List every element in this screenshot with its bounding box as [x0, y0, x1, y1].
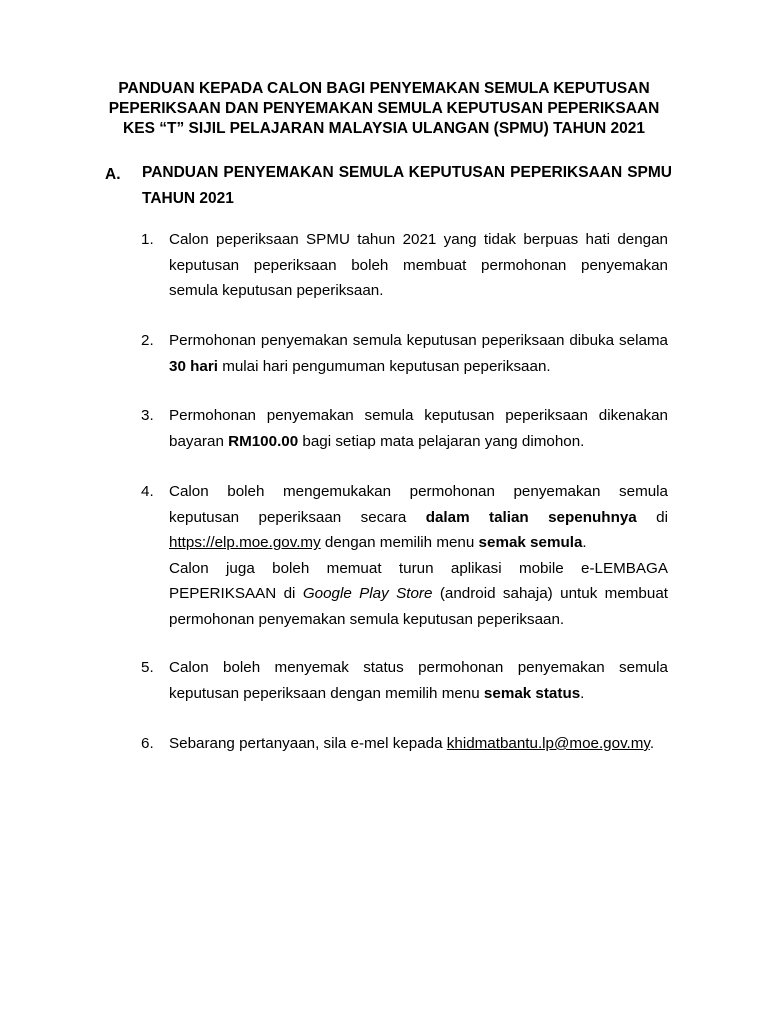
section-heading — [142, 160, 672, 211]
item-line — [169, 731, 668, 757]
title-line-1: PANDUAN KEPADA CALON BAGI PENYEMAKAN SEMULA KEPUTUSAN — [118, 80, 650, 97]
item-text: bagi setiap mata pelajaran yang dimohon. — [298, 432, 585, 450]
title-line-2: PEPERIKSAAN DAN PENYEMAKAN SEMULA KEPUTUSAN PEPERIKSAAN — [108, 100, 660, 117]
item-text: PEPERIKSAAN di — [169, 585, 303, 603]
item-text: . — [582, 534, 587, 552]
item-line: keputusan peperiksaan boleh membuat permohonan penyemakan — [169, 256, 668, 274]
item-line: Permohonan penyemakan semula keputusan peperiksaan dikenakan — [169, 407, 668, 424]
item-line: Calon peperiksaan SPMU tahun 2021 yang tidak berpuas hati dengan — [169, 231, 668, 248]
item-line — [169, 429, 668, 455]
item-number: 5. — [141, 659, 154, 676]
section-heading-line-1: PANDUAN PENYEMAKAN SEMULA KEPUTUSAN PEPERIKSAAN SPMU — [142, 164, 672, 181]
item-line: semula keputusan peperiksaan. — [169, 282, 384, 300]
title-line-3: KES “T” SIJIL PELAJARAN MALAYSIA ULANGAN (SPMU) TAHUN 2021 — [123, 120, 645, 137]
item-line — [169, 505, 668, 531]
item-text: keputusan peperiksaan secara — [169, 508, 426, 526]
item-number: 6. — [141, 735, 154, 752]
section-heading-line-2: TAHUN 2021 — [142, 189, 234, 207]
item-number: 2. — [141, 332, 154, 349]
item-line — [169, 681, 668, 707]
item-body — [169, 479, 668, 633]
item-text: . — [649, 735, 655, 752]
item-body — [169, 731, 668, 757]
item-body — [169, 328, 668, 379]
item-text: dengan memilih menu — [320, 534, 479, 552]
item-number: 3. — [141, 407, 154, 424]
item-text: . — [580, 684, 585, 702]
item-line: Calon juga boleh memuat turun aplikasi mobile e-LEMBAGA — [169, 559, 668, 577]
document-title — [60, 79, 708, 139]
item-line: Calon boleh menyemak status permohonan penyemakan semula — [169, 659, 668, 676]
item-text: Sebarang pertanyaan, sila e-mel kepada — [169, 735, 447, 752]
item-text: bayaran — [169, 432, 229, 450]
bold-menu-semak-semula: semak semula — [478, 534, 583, 552]
bold-menu-semak-status: semak status — [483, 684, 581, 702]
item-number: 4. — [141, 483, 154, 500]
item-text: mulai hari pengumuman keputusan peperiksaan. — [217, 357, 551, 375]
item-line — [169, 354, 668, 380]
item-body — [169, 227, 668, 304]
item-body — [169, 403, 668, 454]
bold-fee: RM100.00 — [228, 432, 299, 450]
bold-online: dalam talian sepenuhnya — [425, 508, 637, 526]
email-link[interactable]: khidmatbantu.lp@moe.gov.my — [446, 735, 650, 752]
item-text: di — [656, 508, 668, 526]
item-line: Calon boleh mengemukakan permohonan penyemakan semula — [169, 483, 668, 500]
item-line — [169, 530, 668, 556]
elp-link[interactable]: https://elp.moe.gov.my — [169, 534, 321, 552]
bold-duration: 30 hari — [169, 357, 218, 375]
item-text: keputusan peperiksaan dengan memilih menu — [169, 684, 484, 702]
section-letter: A. — [105, 166, 121, 183]
item-line: permohonan penyemakan semula keputusan peperiksaan. — [169, 610, 565, 628]
item-body — [169, 655, 668, 706]
item-line — [169, 581, 668, 607]
item-text: (android sahaja) untuk membuat — [432, 585, 668, 603]
item-line: Permohonan penyemakan semula keputusan peperiksaan dibuka selama — [169, 332, 668, 349]
item-number: 1. — [141, 231, 154, 248]
italic-store-name: Google Play Store — [302, 585, 433, 603]
